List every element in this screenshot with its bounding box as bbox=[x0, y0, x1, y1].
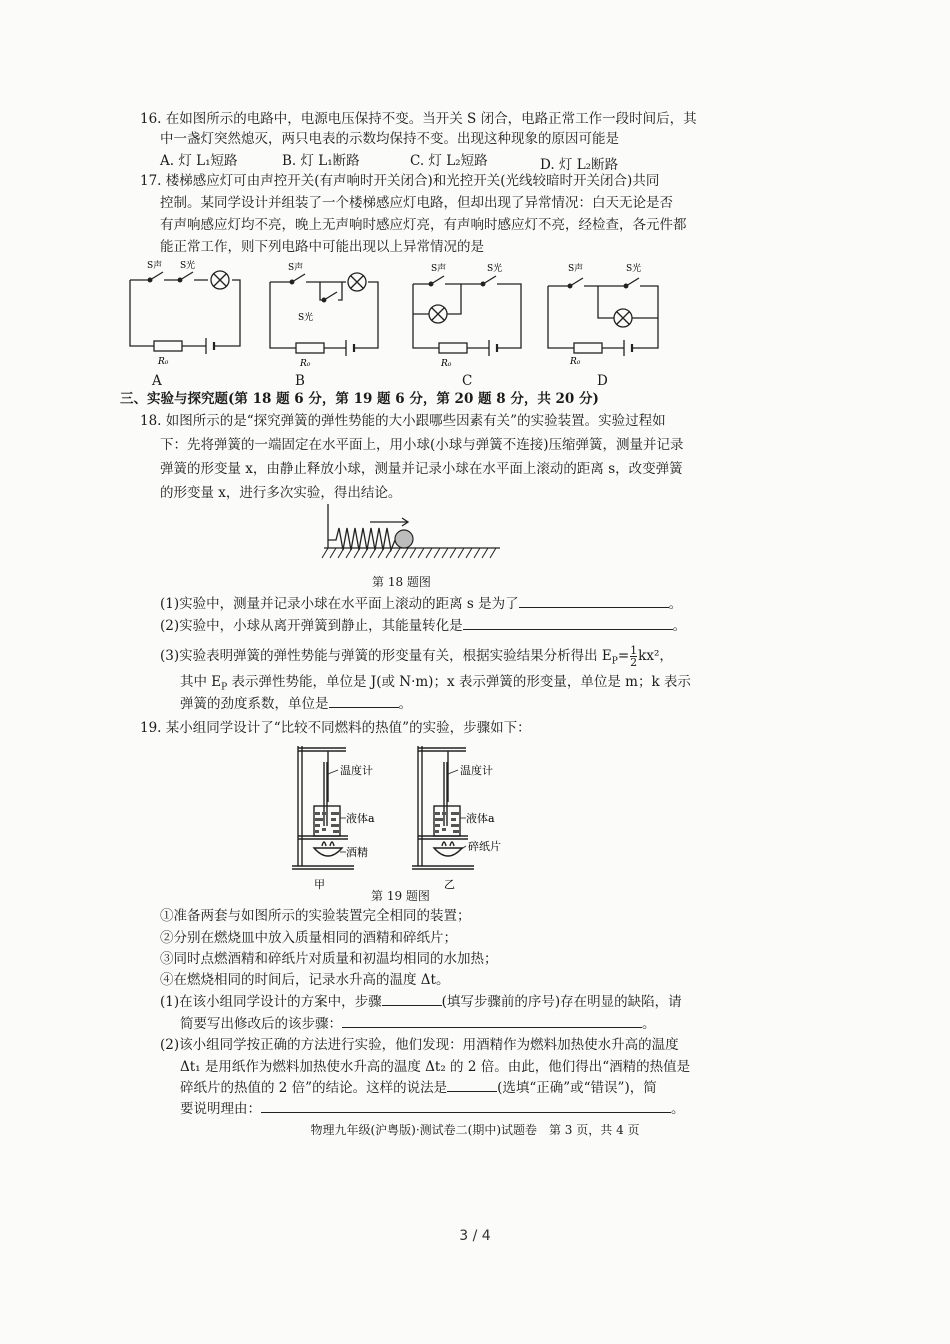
spring-ball-diagram bbox=[318, 500, 504, 570]
q19-sub2-line4-text: 要说明理由： bbox=[180, 1101, 261, 1117]
fig-b-thermometer-label: 温度计 bbox=[460, 764, 493, 777]
q18-line4: 的形变量 x，进行多次实验，得出结论。 bbox=[160, 485, 402, 501]
q19-sub2-judgement-blank[interactable] bbox=[447, 1079, 497, 1092]
q19-sub2-reason-blank[interactable] bbox=[261, 1100, 671, 1113]
q16-option-c: C. 灯 L₂短路 bbox=[410, 153, 488, 169]
circuit-b-label: B bbox=[295, 373, 305, 389]
q19-step4: ④在燃烧相同的时间后，记录水升高的温度 Δt。 bbox=[160, 972, 450, 988]
q19-line1: 19. 某小组同学设计了“比较不同燃料的热值”的实验，步骤如下： bbox=[140, 720, 531, 736]
circuit-c-resistor-label: R₀ bbox=[441, 359, 452, 369]
q18-sub3-fraction bbox=[630, 645, 637, 668]
q19-sub1 bbox=[160, 993, 682, 1011]
circuit-c-switch-light-label: S光 bbox=[487, 264, 503, 274]
q18-sub3-formula-tail: kx²， bbox=[638, 648, 673, 664]
fig-a-thermometer-label: 温度计 bbox=[340, 764, 373, 777]
q19-sub1-fix-blank[interactable] bbox=[342, 1015, 642, 1028]
q18-sub3-fraction-denominator: 2 bbox=[630, 656, 638, 669]
q16-option-a: A. 灯 L₁短路 bbox=[160, 153, 238, 169]
fig-b-paper-label: 碎纸片 bbox=[468, 840, 501, 853]
q18-line3: 弹簧的形变量 x，由静止释放小球，测量并记录小球在水平面上滚动的距离 s，改变弹簧 bbox=[160, 461, 683, 477]
circuit-d-switch-light-label: S光 bbox=[626, 264, 642, 274]
q19-sub2-line3-text-b: (选填“正确”或“错误”)，简 bbox=[497, 1080, 657, 1096]
q18-line2: 下：先将弹簧的一端固定在水平面上，用小球(小球与弹簧不连接)压缩弹簧，测量并记录 bbox=[160, 437, 684, 453]
q18-sub2 bbox=[160, 617, 686, 635]
q18-sub3-line2-subscript: P bbox=[221, 682, 228, 693]
q18-sub2-answer-blank[interactable] bbox=[463, 617, 673, 630]
q18-line1: 18. 如图所示的是“探究弹簧的弹性势能的大小跟哪些因素有关”的实验装置。实验过程如 bbox=[140, 413, 666, 429]
page-number: 3 / 4 bbox=[459, 1228, 491, 1244]
q18-sub3-line2-tail: 表示弹性势能，单位是 J(或 N·m)；x 表示弹簧的形变量，单位是 m；k 表示 bbox=[227, 674, 691, 690]
circuit-d-label: D bbox=[597, 373, 608, 389]
circuit-b-diagram bbox=[262, 258, 392, 373]
q19-sub1-period: 。 bbox=[642, 1016, 656, 1032]
circuit-b-switch-light-label: S光 bbox=[298, 313, 314, 323]
q18-sub3 bbox=[160, 645, 673, 671]
q19-sub2-line4 bbox=[180, 1100, 685, 1118]
q18-sub3-equals: = bbox=[617, 648, 630, 664]
q16-line1: 16. 在如图所示的电路中，电源电压保持不变。当开关 S 闭合，电路正常工作一段时间后，其 bbox=[140, 111, 697, 127]
circuit-a-label: A bbox=[152, 373, 162, 389]
q18-sub3-answer-blank[interactable] bbox=[329, 695, 399, 708]
circuit-d-resistor-label: R₀ bbox=[570, 357, 581, 367]
section3-title: 三、实验与探究题(第 18 题 6 分，第 19 题 6 分，第 20 题 8 分，共 20 分) bbox=[120, 391, 599, 407]
q17-line1: 17. 楼梯感应灯可由声控开关(有声响时开关闭合)和光控开关(光线较暗时开关闭合)共同 bbox=[140, 173, 660, 189]
circuit-c-diagram bbox=[405, 258, 535, 373]
q16-line2: 中一盏灯突然熄灭，两只电表的示数均保持不变。出现这种现象的原因可能是 bbox=[160, 131, 619, 147]
q19-sub1-text-a: (1)在该小组同学设计的方案中，步骤 bbox=[160, 994, 382, 1010]
q18-sub1-text: (1)实验中，测量并记录小球在水平面上滚动的距离 s 是为了 bbox=[160, 596, 519, 612]
fig-a-liquid-label: 液体a bbox=[346, 812, 375, 825]
circuit-c-switch-sound-label: S声 bbox=[431, 264, 447, 274]
q18-sub3-line2-text: 其中 E bbox=[180, 674, 222, 690]
q17-line3: 有声响感应灯均不亮，晚上无声响时感应灯亮，有声响时感应灯不亮，经检查，各元件都 bbox=[160, 217, 687, 233]
q18-sub3-period: 。 bbox=[398, 696, 412, 712]
fig-a-alcohol-label: 酒精 bbox=[346, 846, 368, 859]
q19-sub1-line2-text: 简要写出修改后的该步骤： bbox=[180, 1016, 342, 1032]
circuit-a-switch-light-label: S光 bbox=[180, 261, 196, 271]
q19-figure-caption: 第 19 题图 bbox=[371, 889, 430, 903]
q18-sub1 bbox=[160, 595, 682, 613]
q19-sub1-line2 bbox=[180, 1015, 656, 1033]
q19-sub2-line3-text-a: 碎纸片的热值的 2 倍”的结论。这样的说法是 bbox=[180, 1080, 448, 1096]
q19-sub2-line2: Δt₁ 是用纸作为燃料加热使水升高的温度 Δt₂ 的 2 倍。由此，他们得出“酒精的热值是 bbox=[180, 1059, 691, 1075]
q18-sub2-period: 。 bbox=[672, 618, 687, 634]
q19-step1: ①准备两套与如图所示的实验装置完全相同的装置； bbox=[160, 908, 471, 924]
fig-a-label: 甲 bbox=[314, 878, 325, 891]
circuit-a-diagram bbox=[122, 258, 252, 373]
circuit-a-switch-sound-label: S声 bbox=[147, 261, 163, 271]
circuit-a-resistor-label: R₀ bbox=[158, 357, 169, 367]
q19-sub2-period: 。 bbox=[671, 1101, 685, 1117]
circuit-c-label: C bbox=[462, 373, 473, 389]
q19-sub2-line3 bbox=[180, 1079, 657, 1097]
q19-sub2-line1: (2)该小组同学按正确的方法进行实验，他们发现：用酒精作为燃料加热使水升高的温度 bbox=[160, 1037, 679, 1053]
q18-sub2-text: (2)实验中，小球从离开弹簧到静止，其能量转化是 bbox=[160, 618, 463, 634]
q19-sub1-text-b: (填写步骤前的序号)存在明显的缺陷，请 bbox=[441, 994, 682, 1010]
q16-option-b: B. 灯 L₁断路 bbox=[282, 153, 360, 169]
circuit-d-diagram bbox=[540, 258, 670, 373]
q19-step3: ③同时点燃酒精和碎纸片对质量和初温均相同的水加热； bbox=[160, 951, 498, 967]
q17-line2: 控制。某同学设计并组装了一个楼梯感应灯电路，但却出现了异常情况：白天无论是否 bbox=[160, 195, 673, 211]
q18-sub1-answer-blank[interactable] bbox=[519, 595, 669, 608]
q18-sub3-text: (3)实验表明弹簧的弹性势能与弹簧的形变量有关，根据实验结果分析得出 E bbox=[160, 648, 612, 664]
q17-line4: 能正常工作，则下列电路中可能出现以上异常情况的是 bbox=[160, 239, 484, 255]
q19-sub1-step-blank[interactable] bbox=[382, 993, 442, 1006]
q18-sub3-line2 bbox=[180, 673, 691, 697]
circuit-d-switch-sound-label: S声 bbox=[568, 264, 584, 274]
q19-step2: ②分别在燃烧皿中放入质量相同的酒精和碎纸片； bbox=[160, 930, 457, 946]
q18-sub3-line3-text: 弹簧的劲度系数，单位是 bbox=[180, 696, 329, 712]
circuit-b-switch-sound-label: S声 bbox=[288, 263, 304, 273]
fuel-heating-apparatus-diagram bbox=[284, 742, 524, 892]
q18-sub1-period: 。 bbox=[668, 596, 683, 612]
fig-b-label: 乙 bbox=[444, 878, 455, 891]
q18-figure-caption: 第 18 题图 bbox=[372, 575, 431, 589]
q18-sub3-line3 bbox=[180, 695, 412, 713]
page-footer: 物理九年级(沪粤版)·测试卷二(期中)试题卷 第 3 页，共 4 页 bbox=[310, 1123, 640, 1137]
q18-sub3-ep-subscript: P bbox=[611, 656, 618, 667]
q18-sub3-fraction-numerator: 1 bbox=[630, 644, 638, 657]
q16-option-d: D. 灯 L₂断路 bbox=[540, 157, 619, 173]
circuit-b-resistor-label: R₀ bbox=[300, 359, 311, 369]
fig-b-liquid-label: 液体a bbox=[466, 812, 495, 825]
